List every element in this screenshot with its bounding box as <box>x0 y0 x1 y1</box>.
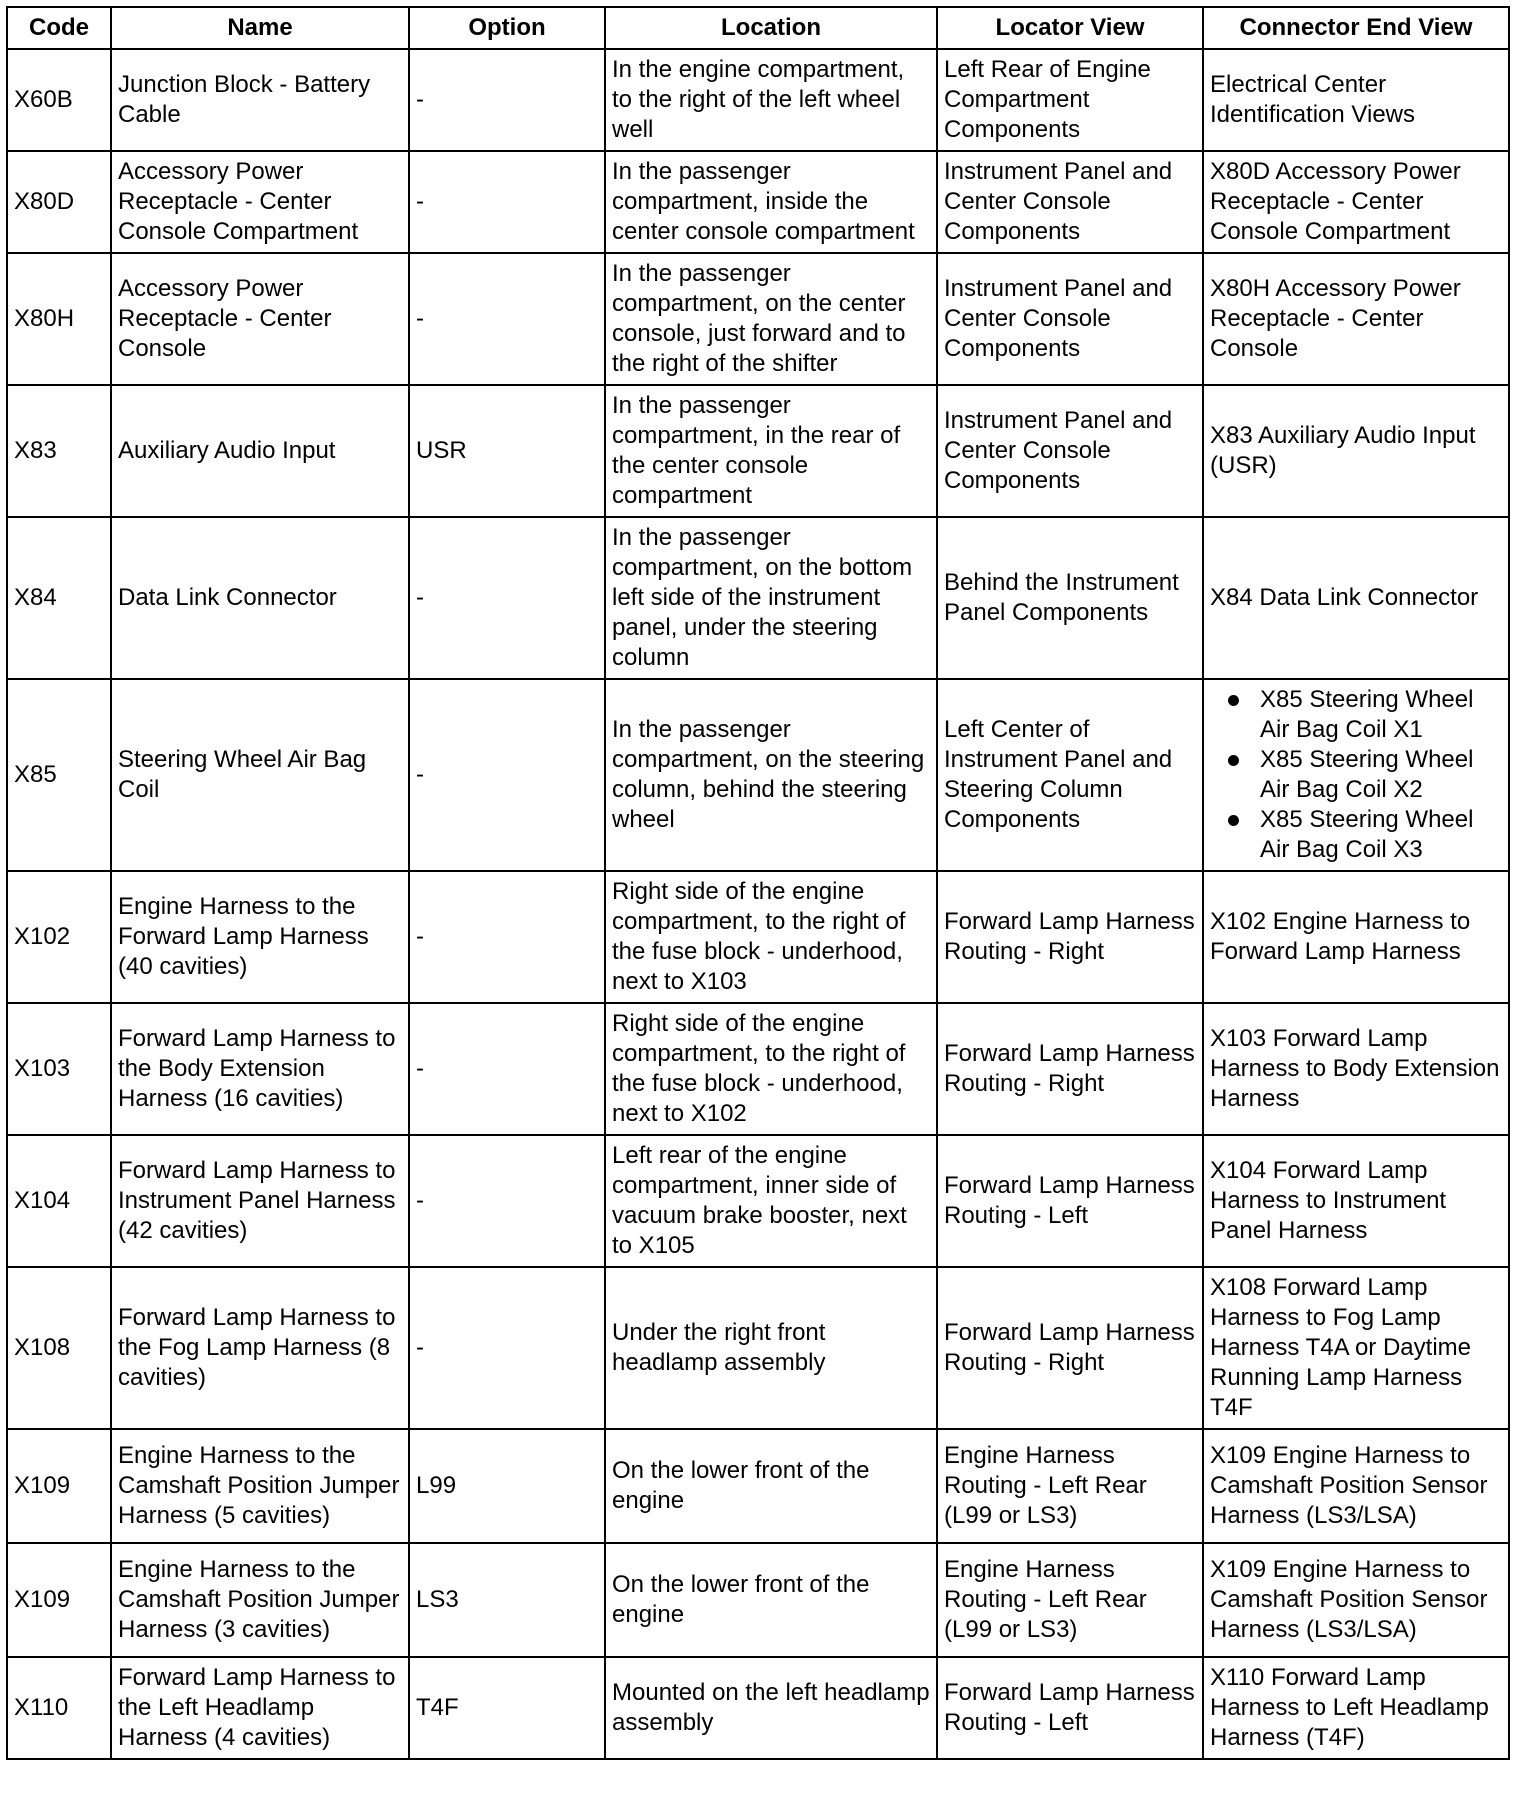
cell-code: X108 <box>7 1267 111 1429</box>
cell-location: Right side of the engine compartment, to the right of the fuse block - underhood, next to X103 <box>605 871 937 1003</box>
table-row <box>7 253 1509 385</box>
cell-code: X102 <box>7 871 111 1003</box>
cell-connector-end-view: X103 Forward Lamp Harness to Body Extension Harness <box>1203 1003 1509 1135</box>
cell-location: Under the right front headlamp assembly <box>605 1267 937 1429</box>
table-row <box>7 385 1509 517</box>
cell-connector-end-view: X108 Forward Lamp Harness to Fog Lamp Harness T4A or Daytime Running Lamp Harness T4F <box>1203 1267 1509 1429</box>
cell-option: - <box>409 1135 605 1267</box>
cell-connector-end-view: X110 Forward Lamp Harness to Left Headlamp Harness (T4F) <box>1203 1657 1509 1759</box>
header-location: Location <box>605 7 937 49</box>
cell-connector-end-view: X84 Data Link Connector <box>1203 517 1509 679</box>
cell-locator-view: Forward Lamp Harness Routing - Right <box>937 1267 1203 1429</box>
cell-name: Data Link Connector <box>111 517 409 679</box>
cell-name: Junction Block - Battery Cable <box>111 49 409 151</box>
cell-location: In the passenger compartment, on the center console, just forward and to the right of the shifter <box>605 253 937 385</box>
list-item-text: X85 Steering Wheel Air Bag Coil X1 <box>1260 686 1474 743</box>
table-row <box>7 1135 1509 1267</box>
table-row <box>7 679 1509 871</box>
cell-location: In the passenger compartment, on the steering column, behind the steering wheel <box>605 679 937 871</box>
list-item-text: X85 Steering Wheel Air Bag Coil X3 <box>1260 806 1474 863</box>
cell-name: Forward Lamp Harness to the Left Headlamp Harness (4 cavities) <box>111 1657 409 1759</box>
cell-location: On the lower front of the engine <box>605 1543 937 1657</box>
cell-locator-view: Instrument Panel and Center Console Components <box>937 385 1203 517</box>
cell-option: - <box>409 871 605 1003</box>
cell-locator-view: Forward Lamp Harness Routing - Left <box>937 1657 1203 1759</box>
header-option: Option <box>409 7 605 49</box>
list-item <box>1210 805 1502 865</box>
cell-code: X109 <box>7 1429 111 1543</box>
cell-name: Auxiliary Audio Input <box>111 385 409 517</box>
cell-name: Forward Lamp Harness to Instrument Panel Harness (42 cavities) <box>111 1135 409 1267</box>
cell-locator-view: Forward Lamp Harness Routing - Right <box>937 871 1203 1003</box>
cell-option: - <box>409 253 605 385</box>
list-item-text: X85 Steering Wheel Air Bag Coil X2 <box>1260 746 1474 803</box>
connector-end-view-list <box>1210 685 1502 865</box>
cell-option: - <box>409 517 605 679</box>
cell-locator-view: Engine Harness Routing - Left Rear (L99 or LS3) <box>937 1429 1203 1543</box>
table-row <box>7 871 1509 1003</box>
cell-locator-view: Left Rear of Engine Compartment Components <box>937 49 1203 151</box>
table-row <box>7 517 1509 679</box>
bullet-icon <box>1228 695 1239 706</box>
cell-code: X80D <box>7 151 111 253</box>
table-row <box>7 151 1509 253</box>
cell-option: L99 <box>409 1429 605 1543</box>
connector-table-container <box>6 6 1510 1760</box>
table-row <box>7 1657 1509 1759</box>
cell-name: Steering Wheel Air Bag Coil <box>111 679 409 871</box>
cell-location: Mounted on the left headlamp assembly <box>605 1657 937 1759</box>
header-connector-end-view: Connector End View <box>1203 7 1509 49</box>
cell-name: Engine Harness to the Camshaft Position Jumper Harness (3 cavities) <box>111 1543 409 1657</box>
cell-name: Forward Lamp Harness to the Fog Lamp Harness (8 cavities) <box>111 1267 409 1429</box>
cell-name: Forward Lamp Harness to the Body Extension Harness (16 cavities) <box>111 1003 409 1135</box>
cell-option: - <box>409 1003 605 1135</box>
cell-option: - <box>409 151 605 253</box>
header-code: Code <box>7 7 111 49</box>
cell-code: X83 <box>7 385 111 517</box>
table-row <box>7 1543 1509 1657</box>
cell-code: X85 <box>7 679 111 871</box>
cell-name: Engine Harness to the Camshaft Position Jumper Harness (5 cavities) <box>111 1429 409 1543</box>
cell-locator-view: Behind the Instrument Panel Components <box>937 517 1203 679</box>
cell-locator-view: Engine Harness Routing - Left Rear (L99 or LS3) <box>937 1543 1203 1657</box>
cell-connector-end-view: X102 Engine Harness to Forward Lamp Harness <box>1203 871 1509 1003</box>
cell-locator-view: Forward Lamp Harness Routing - Left <box>937 1135 1203 1267</box>
header-row <box>7 7 1509 49</box>
cell-connector-end-view: X104 Forward Lamp Harness to Instrument Panel Harness <box>1203 1135 1509 1267</box>
table-row <box>7 1267 1509 1429</box>
table-row <box>7 1003 1509 1135</box>
cell-connector-end-view: Electrical Center Identification Views <box>1203 49 1509 151</box>
bullet-icon <box>1228 755 1239 766</box>
cell-code: X80H <box>7 253 111 385</box>
table-row <box>7 49 1509 151</box>
cell-code: X103 <box>7 1003 111 1135</box>
cell-name: Accessory Power Receptacle - Center Console Compartment <box>111 151 409 253</box>
cell-code: X60B <box>7 49 111 151</box>
cell-option: - <box>409 679 605 871</box>
cell-code: X109 <box>7 1543 111 1657</box>
cell-connector-end-view: X80H Accessory Power Receptacle - Center Console <box>1203 253 1509 385</box>
cell-location: In the passenger compartment, in the rear of the center console compartment <box>605 385 937 517</box>
cell-option: - <box>409 1267 605 1429</box>
cell-location: In the engine compartment, to the right of the left wheel well <box>605 49 937 151</box>
cell-location: On the lower front of the engine <box>605 1429 937 1543</box>
bullet-icon <box>1228 815 1239 826</box>
cell-locator-view: Instrument Panel and Center Console Components <box>937 151 1203 253</box>
cell-locator-view: Forward Lamp Harness Routing - Right <box>937 1003 1203 1135</box>
header-locator-view: Locator View <box>937 7 1203 49</box>
cell-location: In the passenger compartment, on the bottom left side of the instrument panel, under the steering column <box>605 517 937 679</box>
cell-connector-end-view: X80D Accessory Power Receptacle - Center Console Compartment <box>1203 151 1509 253</box>
list-item <box>1210 685 1502 745</box>
cell-option: USR <box>409 385 605 517</box>
cell-connector-end-view: X83 Auxiliary Audio Input (USR) <box>1203 385 1509 517</box>
cell-name: Engine Harness to the Forward Lamp Harness (40 cavities) <box>111 871 409 1003</box>
cell-option: T4F <box>409 1657 605 1759</box>
cell-name: Accessory Power Receptacle - Center Console <box>111 253 409 385</box>
cell-code: X84 <box>7 517 111 679</box>
cell-option: LS3 <box>409 1543 605 1657</box>
cell-connector-end-view: X109 Engine Harness to Camshaft Position Sensor Harness (LS3/LSA) <box>1203 1543 1509 1657</box>
cell-option: - <box>409 49 605 151</box>
header-name: Name <box>111 7 409 49</box>
table-header <box>7 7 1509 49</box>
cell-connector-end-view: X109 Engine Harness to Camshaft Position Sensor Harness (LS3/LSA) <box>1203 1429 1509 1543</box>
list-item <box>1210 745 1502 805</box>
cell-location: Left rear of the engine compartment, inner side of vacuum brake booster, next to X105 <box>605 1135 937 1267</box>
cell-locator-view: Left Center of Instrument Panel and Steering Column Components <box>937 679 1203 871</box>
cell-locator-view: Instrument Panel and Center Console Components <box>937 253 1203 385</box>
cell-connector-end-view <box>1203 679 1509 871</box>
cell-code: X110 <box>7 1657 111 1759</box>
cell-location: Right side of the engine compartment, to the right of the fuse block - underhood, next to X102 <box>605 1003 937 1135</box>
cell-code: X104 <box>7 1135 111 1267</box>
table-row <box>7 1429 1509 1543</box>
table-body <box>7 49 1509 1759</box>
cell-location: In the passenger compartment, inside the center console compartment <box>605 151 937 253</box>
connector-table <box>6 6 1510 1760</box>
